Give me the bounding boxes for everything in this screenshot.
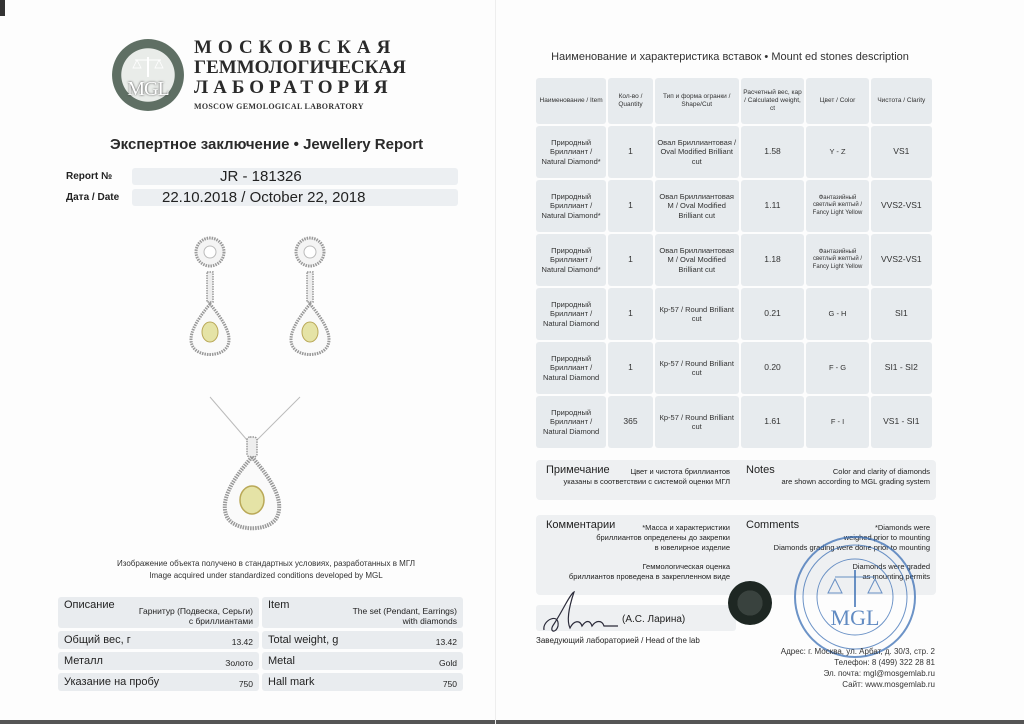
stone-color: F - G (806, 342, 868, 394)
stone-cut: Кр-57 / Round Brilliant cut (655, 396, 739, 448)
stone-weight: 0.20 (741, 342, 805, 394)
item-value-ru: Золото (225, 658, 253, 668)
stone-quantity: 1 (608, 180, 653, 232)
item-row (58, 652, 463, 670)
stone-cut: Овал Бриллиантовая / Oval Modified Brilliant cut (655, 126, 739, 178)
stone-quantity: 1 (608, 342, 653, 394)
report-number-label: Report № (66, 171, 113, 182)
handwritten-signature (540, 590, 620, 636)
item-label-en: Hall mark (268, 676, 315, 688)
item-value-ru: 13.42 (231, 637, 253, 647)
earring-right (291, 238, 329, 355)
notes-box (536, 460, 936, 500)
stone-cut: Кр-57 / Round Brilliant cut (655, 288, 739, 340)
logo-text: MGL (127, 77, 169, 100)
mgl-seal-logo (112, 39, 184, 111)
notes-text-en-1: Color and clarity of diamonds (832, 467, 930, 476)
signatory-role: Заведующий лабораторией / Head of the lab (536, 636, 700, 645)
stone-clarity: VVS2-VS1 (871, 180, 932, 232)
comments-text-en-5: as mounting permits (862, 572, 930, 581)
image-caption (66, 558, 466, 582)
stone-row (536, 234, 932, 286)
col-cut: Тип и форма огранки / Shape/Cut (655, 78, 739, 124)
col-item: Наименование / Item (536, 78, 606, 124)
stone-clarity: VS1 (871, 126, 932, 178)
notes-label-en: Notes (746, 464, 775, 476)
comments-text-en-4: Diamonds were graded (852, 562, 930, 571)
stone-clarity: VS1 - SI1 (871, 396, 932, 448)
stone-quantity: 1 (608, 288, 653, 340)
item-label-en: Total weight, g (268, 634, 339, 646)
stone-row (536, 396, 932, 448)
notes-label-ru: Примечание (546, 464, 610, 476)
stone-item: Природный Бриллиант / Natural Diamond (536, 342, 606, 394)
stone-cut: Кр-57 / Round Brilliant cut (655, 342, 739, 394)
scan-edge (0, 0, 5, 16)
report-date: 22.10.2018 / October 22, 2018 (132, 189, 458, 206)
report-date-row (66, 189, 458, 206)
comments-text-en-3: Diamonds grading were done prior to mounting (773, 543, 930, 552)
image-caption-ru: Изображение объекта получено в стандартных условиях, разработанных в МГЛ (117, 559, 415, 568)
stone-cut: Овал Бриллиантовая М / Oval Modified Brilliant cut (655, 180, 739, 232)
stones-title: Наименование и характеристика вставок • Mount ed stones description (551, 51, 909, 63)
stone-weight: 0.21 (741, 288, 805, 340)
stone-item: Природный Бриллиант / Natural Diamond (536, 396, 606, 448)
notes-text-en-2: are shown according to MGL grading system (781, 477, 930, 486)
stone-row (536, 126, 932, 178)
stone-row (536, 342, 932, 394)
stones-table (534, 76, 934, 450)
lab-header (112, 38, 406, 111)
notes-ru (536, 460, 736, 500)
image-caption-en: Image acquired under standardized conditions developed by MGL (149, 571, 383, 580)
stone-weight: 1.61 (741, 396, 805, 448)
comments-label-en: Comments (746, 519, 800, 531)
comments-label-ru: Комментарии (546, 519, 616, 531)
stone-quantity: 1 (608, 234, 653, 286)
page-fold (495, 0, 496, 724)
report-title: Экспертное заключение • Jewellery Report (110, 136, 424, 153)
stone-item: Природный Бриллиант / Natural Diamond (536, 288, 606, 340)
stones-header-row (536, 78, 932, 124)
report-date-label: Дата / Date (66, 192, 120, 203)
contact-email: Эл. почта: mgl@mosgemlab.ru (823, 669, 935, 678)
notes-en (736, 460, 936, 500)
stone-row (536, 180, 932, 232)
earrings-image (185, 232, 345, 362)
stone-weight: 1.11 (741, 180, 805, 232)
official-stamp (790, 535, 920, 660)
item-label-en: Metal (268, 655, 295, 667)
item-row (58, 673, 463, 691)
item-value-en: Gold (439, 658, 457, 668)
stone-item: Природный Бриллиант / Natural Diamond* (536, 234, 606, 286)
hologram-seal (728, 581, 772, 625)
contact-site: Сайт: www.mosgemlab.ru (842, 680, 935, 689)
item-value-en: The set (Pendant, Earrings) with diamonds (352, 606, 457, 626)
stone-color: Фантазийный светлый желтый / Fancy Light Yellow (806, 180, 868, 232)
comments-text-en-1: *Diamonds were (874, 523, 930, 532)
stone-quantity: 365 (608, 396, 653, 448)
comments-text-ru-3: в ювелирное изделие (654, 543, 730, 552)
item-value-ru: Гарнитур (Подвеска, Серьги) с бриллиантами (138, 606, 253, 626)
stone-clarity: VVS2-VS1 (871, 234, 932, 286)
comments-ru (536, 515, 736, 595)
report-number-row (66, 168, 458, 185)
item-value-en: 13.42 (435, 637, 457, 647)
stone-color: Фантазийный светлый желтый / Fancy Light Yellow (806, 234, 868, 286)
item-label-en: Item (268, 599, 290, 611)
comments-text-ru-1: *Масса и характеристики (642, 523, 730, 532)
comments-text-en-2: weighed prior to mounting (843, 533, 930, 542)
earring-left (191, 238, 229, 355)
report-number: JR - 181326 (132, 168, 458, 185)
stone-weight: 1.18 (741, 234, 805, 286)
item-row (58, 597, 463, 628)
scan-edge-bottom (0, 720, 1024, 724)
col-weight: Расчетный вес, кар / Calculated weight, ct (741, 78, 805, 124)
notes-text-ru-2: указаны в соответствии с системой оценки МГЛ (563, 477, 730, 486)
item-details-table (58, 597, 463, 694)
notes-text-ru-1: Цвет и чистота бриллиантов (630, 467, 730, 476)
stone-weight: 1.58 (741, 126, 805, 178)
item-row (58, 631, 463, 649)
lab-name-line2: ГЕММОЛОГИЧЕСКАЯ (194, 57, 406, 78)
col-color: Цвет / Color (806, 78, 868, 124)
stone-item: Природный Бриллиант / Natural Diamond* (536, 180, 606, 232)
stone-row (536, 288, 932, 340)
item-label-ru: Описание (64, 599, 115, 611)
stone-cut: Овал Бриллиантовая М / Oval Modified Brilliant cut (655, 234, 739, 286)
lab-name-en: MOSCOW GEMOLOGICAL LABORATORY (194, 102, 364, 111)
stamp-logo-text: MGL (830, 605, 880, 630)
item-value-ru: 750 (238, 679, 253, 689)
stone-item: Природный Бриллиант / Natural Diamond* (536, 126, 606, 178)
scales-icon (132, 55, 164, 79)
item-label-ru: Металл (64, 655, 103, 667)
stone-color: Y - Z (806, 126, 868, 178)
stone-clarity: SI1 (871, 288, 932, 340)
contact-info (740, 646, 935, 690)
item-label-ru: Указание на пробу (64, 676, 160, 688)
comments-text-ru-2: бриллиантов определены до закрепки (596, 533, 730, 542)
stone-quantity: 1 (608, 126, 653, 178)
stone-clarity: SI1 - SI2 (871, 342, 932, 394)
pendant-image (195, 392, 315, 542)
comments-text-ru-4: Геммологическая оценка (642, 562, 730, 571)
contact-phone: Телефон: 8 (499) 322 28 81 (834, 658, 935, 667)
item-label-ru: Общий вес, г (64, 634, 131, 646)
contact-address: Адрес: г. Москва, ул. Арбат, д. 30/3, стр. 2 (780, 647, 935, 656)
lab-name-line1: МОСКОВСКАЯ (194, 37, 397, 58)
item-value-en: 750 (442, 679, 457, 689)
lab-name-line3: ЛАБОРАТОРИЯ (194, 77, 393, 98)
signatory-name: (А.С. Ларина) (622, 614, 686, 625)
col-clarity: Чистота / Clarity (871, 78, 932, 124)
col-quantity: Кол-во / Quantity (608, 78, 653, 124)
stone-color: F - I (806, 396, 868, 448)
comments-text-ru-5: бриллиантов проведена в закрепленном виде (568, 572, 730, 581)
stone-color: G - H (806, 288, 868, 340)
